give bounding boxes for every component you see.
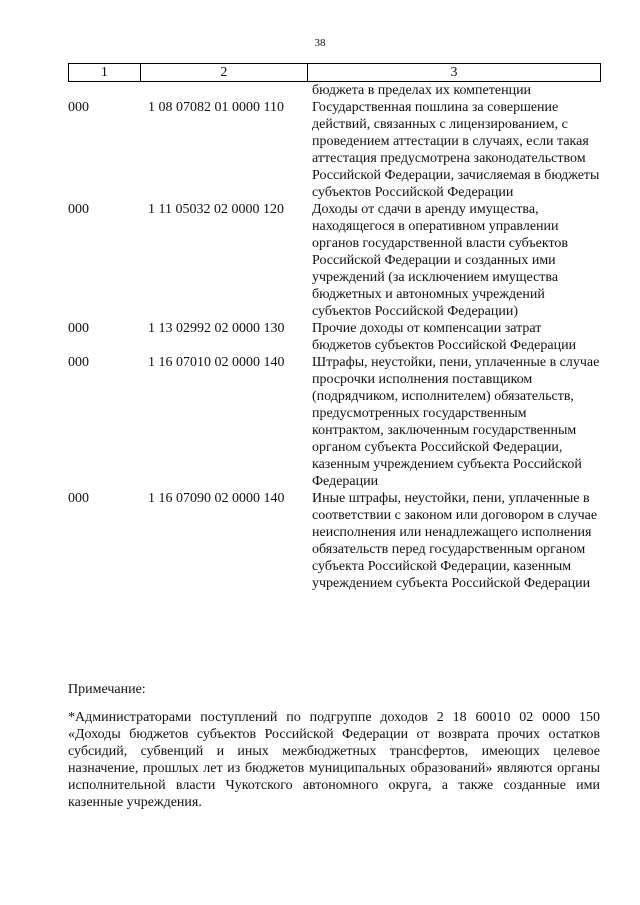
table-header <box>68 63 601 82</box>
table-row <box>68 490 601 592</box>
page-number: 38 <box>314 37 326 49</box>
revenue-name: Государственная пошлина за совершение действий, связанных с лицензированием, с проведением аттестации в случаях, если такая аттестация предусмотрена законодательством Российской Федерации, зачисляемая в бюджеты субъектов Российской Федерации <box>312 100 600 200</box>
revenue-name: Штрафы, неустойки, пени, уплаченные в случае просрочки исполнения поставщиком (подрядчиком, исполнителем) обязательств, предусмотренных государственным контрактом, заключенным государственным органом субъекта Российской Федерации, казенным учреждением субъекта Российской Федерации <box>312 355 600 489</box>
admin-code: 000 <box>68 355 89 370</box>
admin-code: 000 <box>68 321 89 336</box>
revenue-name: Иные штрафы, неустойки, пени, уплаченные в соответствии с законом или договором в случае неисполнения или ненадлежащего исполнения обязательств перед государственным органом субъекта Российской Федерации, казенным учреждением субъекта Российской Федерации <box>312 491 598 591</box>
admin-code: 000 <box>68 491 89 506</box>
table-row <box>68 320 601 354</box>
header-col-1: 1 <box>69 64 141 81</box>
budget-code: 1 16 07010 02 0000 140 <box>148 355 285 370</box>
budget-code: 1 11 05032 02 0000 120 <box>148 202 284 217</box>
budget-code: 1 08 07082 01 0000 110 <box>148 100 284 115</box>
table-row <box>68 354 601 490</box>
header-col-2: 2 <box>141 64 308 81</box>
note-text: *Администраторами поступлений по подгруппе доходов 2 18 60010 02 0000 150 «Доходы бюджетов субъектов Российской Федерации от возврата прочих остатков субсидий, субвенций и иных межбюджетных трансфертов, имеющих целевое назначение, прошлых лет из бюджетов муниципальных образований» являются органы исполнительной власти Чукотского автономного округа, а также созданные ими казенные учреждения. <box>68 710 600 810</box>
admin-code: 000 <box>68 202 89 217</box>
table-row <box>68 99 601 201</box>
notes-label: Примечание: <box>68 682 146 697</box>
revenue-table <box>68 63 601 592</box>
continuation-text: бюджета в пределах их компетенции <box>312 83 532 98</box>
table-row <box>68 201 601 320</box>
revenue-name: Прочие доходы от компенсации затрат бюджетов субъектов Российской Федерации <box>312 321 577 353</box>
header-col-3: 3 <box>450 65 458 80</box>
admin-code: 000 <box>68 100 89 115</box>
budget-code: 1 13 02992 02 0000 130 <box>148 321 285 336</box>
revenue-name: Доходы от сдачи в аренду имущества, находящегося в оперативном управлении органов государственной власти субъектов Российской Федерации и созданных ими учреждений (за исключением имущества бюджетных и автономных учреждений субъектов Российской Федерации) <box>312 202 569 319</box>
budget-code: 1 16 07090 02 0000 140 <box>148 491 285 506</box>
